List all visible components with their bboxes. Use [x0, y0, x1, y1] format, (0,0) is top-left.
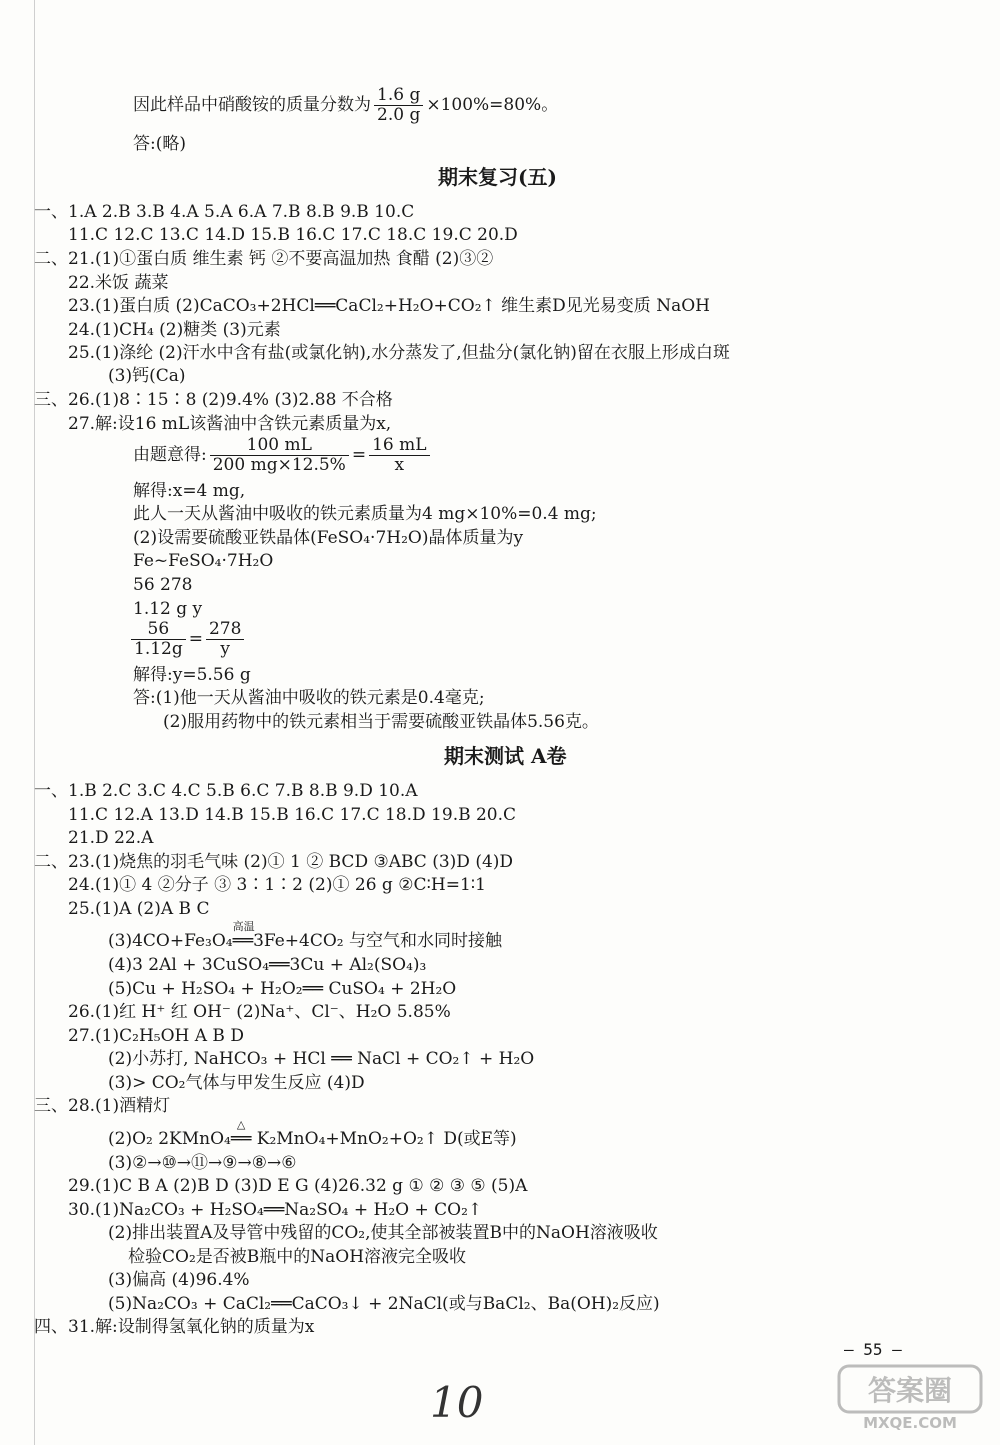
text-line: (2)设需要硫酸亚铁晶体(FeSO₄·7H₂O)晶体质量为y: [133, 528, 524, 548]
text-line: 一、1.B 2.C 3.C 4.C 5.B 6.C 7.B 8.B 9.D 10.A: [34, 781, 418, 801]
reaction-condition: △: [236, 1118, 246, 1131]
text-line: 1.12 g y: [133, 599, 203, 619]
numerator: 100 mL: [210, 436, 349, 456]
text-line: 25.(1)A (2)A B C: [68, 899, 210, 919]
text-line: 26.(1)红 H⁺ 红 OH⁻ (2)Na⁺、Cl⁻、H₂O 5.85%: [68, 1002, 451, 1022]
reaction-arrow: [232, 920, 255, 952]
text: =: [351, 445, 367, 465]
text: (2)O₂ 2KMnO₄: [108, 1129, 231, 1149]
section-heading: 期末复习(五): [438, 165, 557, 189]
handwritten-mark: 10: [430, 1378, 484, 1427]
text-line: 29.(1)C B A (2)B D (3)D E G (4)26.32 g ① ② ③ ⑤ (5)A: [68, 1176, 528, 1196]
denominator: y: [220, 639, 231, 659]
text-line: (3)钙(Ca): [108, 366, 186, 386]
text-line: 56 278: [133, 575, 193, 595]
text-line: 24.(1)CH₄ (2)糖类 (3)元素: [68, 320, 281, 340]
text-line: 答:(略): [133, 134, 186, 154]
text-line: 四、31.解:设制得氢氧化钠的质量为x: [34, 1317, 315, 1337]
numerator: 278: [206, 620, 244, 640]
denominator: 200 mg×12.5%: [212, 455, 346, 475]
reaction-arrow: [230, 1118, 252, 1150]
text-line: 答:(1)他一天从酱油中吸收的铁元素是0.4毫克;: [133, 688, 485, 708]
text-line: (2)小苏打, NaHCO₃ + HCl ══ NaCl + CO₂↑ + H₂O: [108, 1049, 535, 1069]
numerator: 16 mL: [369, 436, 429, 456]
fraction: [210, 436, 349, 475]
text-line: 27.解:设16 mL该酱油中含铁元素质量为x,: [68, 414, 392, 434]
text-line: 21.D 22.A: [68, 828, 154, 848]
text-line: (5)Na₂CO₃ + CaCl₂══CaCO₃↓ + 2NaCl(或与BaCl₂、Ba(OH)₂反应): [108, 1294, 660, 1314]
text-line: (3)偏高 (4)96.4%: [108, 1270, 250, 1290]
fraction-line-1: [133, 86, 558, 125]
section-heading: 期末测试 A卷: [444, 744, 567, 768]
text: (3)4CO+Fe₃O₄: [108, 931, 233, 951]
text-line: 三、28.(1)酒精灯: [34, 1096, 171, 1116]
watermark-url: MXQE.COM: [863, 1414, 957, 1432]
text-line: (4)3 2Al + 3CuSO₄══3Cu + Al₂(SO₄)₃: [108, 955, 427, 975]
text-line: 11.C 12.C 13.C 14.D 15.B 16.C 17.C 18.C 19.C 20.D: [68, 225, 518, 245]
text: =: [188, 629, 203, 649]
fraction: [131, 620, 186, 659]
text-line: 23.(1)蛋白质 (2)CaCO₃+2HCl══CaCl₂+H₂O+CO₂↑ 维生素D见光易变质 NaOH: [68, 296, 710, 316]
text-line: (5)Cu + H₂SO₄ + H₂O₂══ CuSO₄ + 2H₂O: [108, 979, 457, 999]
fraction-line-2: [133, 436, 433, 475]
fraction: [369, 436, 429, 475]
text: 3Fe+4CO₂ 与空气和水同时接触: [253, 931, 503, 951]
text-line: 二、21.(1)①蛋白质 维生素 钙 ②不要高温加热 食醋 (2)③②: [34, 249, 494, 269]
equation-line-2: [108, 1118, 517, 1150]
text-line: (2)排出装置A及导管中残留的CO₂,使其全部被装置B中的NaOH溶液吸收: [108, 1223, 658, 1243]
arrow: ══: [230, 1129, 252, 1149]
fraction: [206, 620, 244, 659]
text-line: Fe~FeSO₄·7H₂O: [133, 551, 274, 571]
watermark-title: 答案圈: [867, 1374, 953, 1407]
text: 因此样品中硝酸铵的质量分数为: [133, 95, 371, 115]
text-line: 25.(1)涤纶 (2)汗水中含有盐(或氯化钠),水分蒸发了,但盐分(氯化钠)留在衣服上形成白斑: [68, 343, 730, 363]
text-line: 二、23.(1)烧焦的羽毛气味 (2)① 1 ② BCD ③ABC (3)D (4)D: [34, 852, 514, 872]
text-line: (3)> CO₂气体与甲发生反应 (4)D: [108, 1073, 365, 1093]
reaction-condition: 高温: [232, 920, 255, 933]
text-line: 解得:y=5.56 g: [133, 665, 251, 685]
text-line: 24.(1)① 4 ②分子 ③ 3∶1∶2 (2)① 26 g ②C∶H=1∶1: [68, 875, 487, 895]
text: 由题意得:: [133, 445, 207, 465]
text-line: (3)②→⑩→⑪→⑨→⑧→⑥: [108, 1153, 297, 1173]
denominator: 1.12g: [134, 639, 183, 659]
text-line: 一、1.A 2.B 3.B 4.A 5.A 6.A 7.B 8.B 9.B 10.C: [34, 202, 415, 222]
text: K₂MnO₄+MnO₂+O₂↑ D(或E等): [251, 1129, 517, 1149]
text-line: 此人一天从酱油中吸收的铁元素质量为4 mg×10%=0.4 mg;: [133, 504, 597, 524]
text-line: 11.C 12.A 13.D 14.B 15.B 16.C 17.C 18.D 19.B 20.C: [68, 805, 517, 825]
denominator: 2.0 g: [377, 105, 421, 125]
text-line: 解得:x=4 mg,: [133, 481, 246, 501]
numerator: 56: [131, 620, 186, 640]
text-line: (2)服用药物中的铁元素相当于需要硫酸亚铁晶体5.56克。: [163, 712, 599, 732]
fraction-line-3: [128, 620, 247, 659]
arrow: ══: [232, 931, 254, 951]
denominator: x: [394, 455, 405, 475]
text-line: 30.(1)Na₂CO₃ + H₂SO₄══Na₂SO₄ + H₂O + CO₂↑: [68, 1200, 483, 1220]
watermark-logo: [835, 1362, 985, 1432]
text-line: 27.(1)C₂H₅OH A B D: [68, 1026, 244, 1046]
equation-line-1: [108, 920, 503, 952]
text-line: 三、26.(1)8∶15∶8 (2)9.4% (3)2.88 不合格: [34, 390, 393, 410]
text-line: 22.米饭 蔬菜: [68, 273, 169, 293]
numerator: 1.6 g: [374, 86, 423, 106]
text: ×100%=80%。: [426, 95, 559, 115]
page-number: — 55 —: [844, 1340, 902, 1359]
fraction: [374, 86, 423, 125]
text-line: 检验CO₂是否被B瓶中的NaOH溶液完全吸收: [128, 1247, 467, 1267]
